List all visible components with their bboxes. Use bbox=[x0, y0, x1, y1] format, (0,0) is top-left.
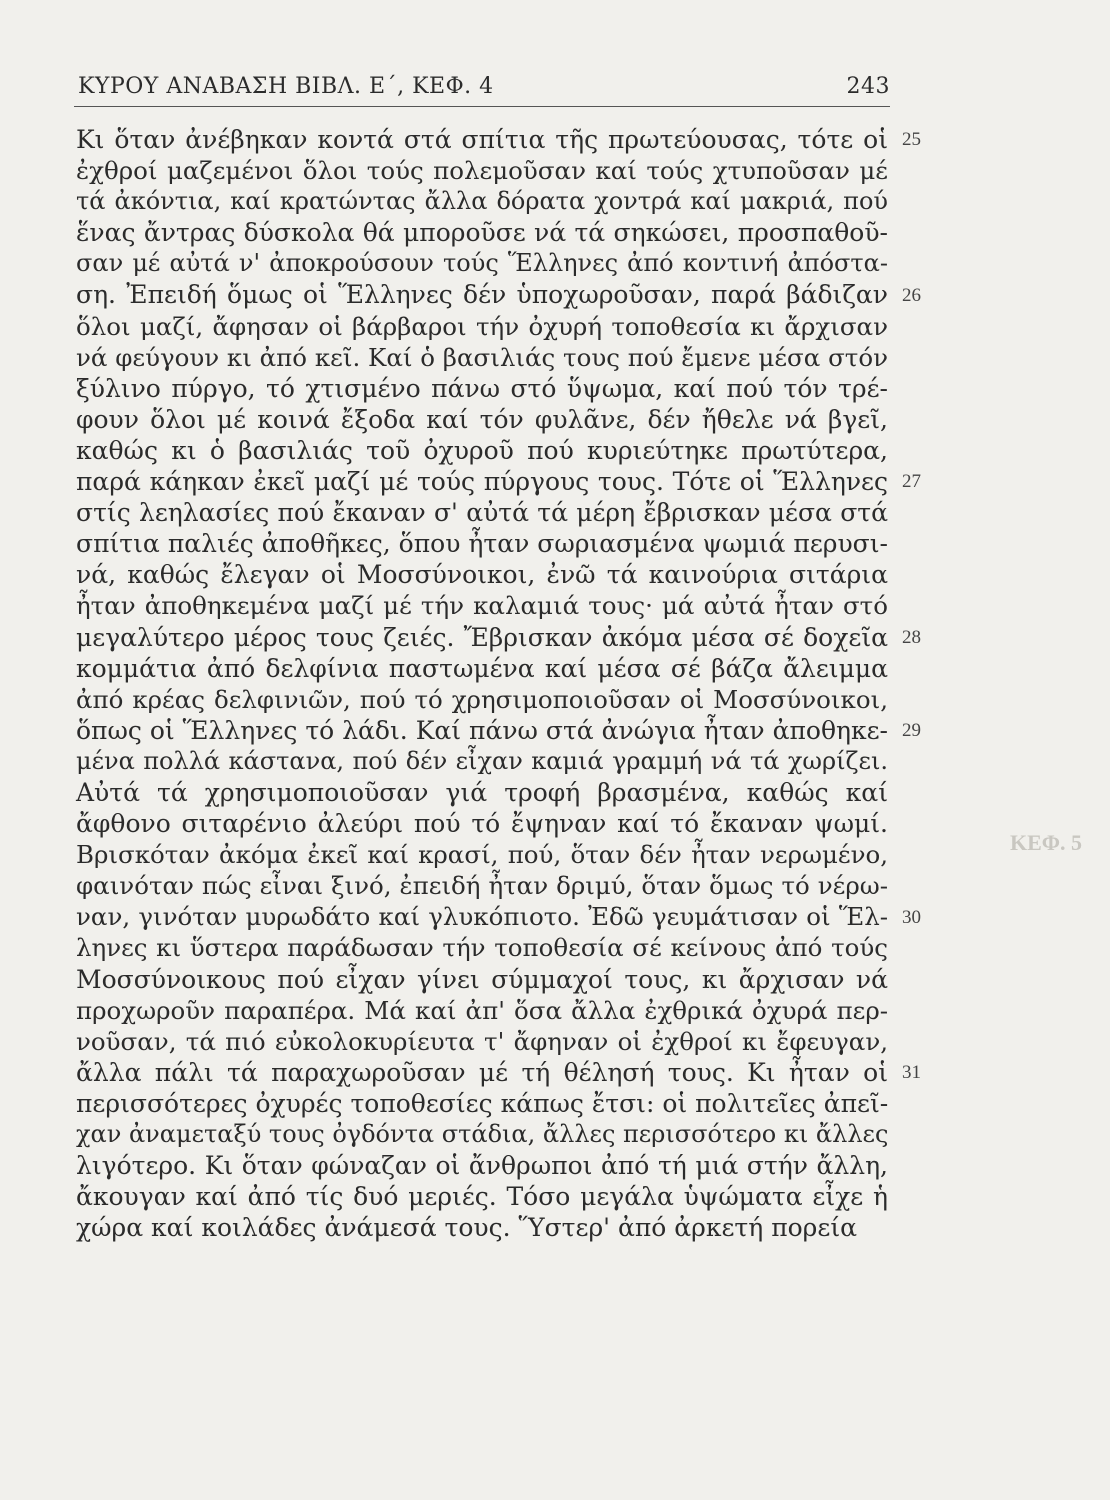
text-line: Αὐτά τά χρησιμοποιοῦσαν γιά τροφή βρασμένα, καθώς καί bbox=[76, 777, 888, 807]
running-header bbox=[74, 66, 890, 107]
section-number: 25 bbox=[902, 129, 921, 150]
text-line: χώρα καί κοιλάδες ἀνάμεσά τους. Ὕστερ' ἀπό ἀρκετή πορεία bbox=[76, 1213, 858, 1243]
text-line: χαν ἀναμεταξύ τους ὀγδόντα στάδια, ἄλλες περισσότερο κι ἄλλες bbox=[76, 1120, 889, 1148]
section-number: 28 bbox=[902, 626, 921, 648]
text-line: νά, καθώς ἔλεγαν οἱ Μοσσύνοικοι, ἐνῶ τά καινούρια σιτάρια bbox=[76, 560, 888, 590]
text-line: ἄφθονο σιταρένιο ἀλεύρι πού τό ἔψηναν καί τό ἔκαναν ψωμί. bbox=[76, 809, 888, 839]
text-line: ὅλοι μαζί, ἄφησαν οἱ βάρβαροι τήν ὀχυρή τοποθεσία κι ἄρχισαν bbox=[76, 311, 888, 341]
section-number: 29 bbox=[902, 719, 921, 741]
text-line: στίς λεηλασίες πού ἔκαναν σ' αὐτά τά μέρη ἔβρισκαν μέσα στά bbox=[76, 498, 888, 528]
bleed-through-chapter-label: ΚΕΦ. 5 bbox=[1010, 830, 1083, 855]
text-line: τά ἀκόντια, καί κρατώντας ἄλλα δόρατα χοντρά καί μακριά, πού bbox=[76, 187, 888, 216]
text-line: Βρισκόταν ἀκόμα ἐκεῖ καί κρασί, πού, ὅταν δέν ἦταν νερωμένο, bbox=[76, 840, 888, 870]
text-line: ἕνας ἄντρας δύσκολα θά μποροῦσε νά τά σηκώσει, προσπαθοῦ- bbox=[76, 218, 888, 248]
text-line: ἀπό κρέας δελφινιῶν, πού τό χρησιμοποιοῦσαν οἱ Μοσσύνοικοι, bbox=[76, 684, 888, 714]
text-line: ναν, γινόταν μυρωδάτο καί γλυκόπιοτο. Ἐδῶ γευμάτισαν οἱ Ἕλ- bbox=[76, 902, 888, 932]
section-number: 26 bbox=[902, 284, 921, 306]
text-line: μένα πολλά κάστανα, πού δέν εἶχαν καμιά γραμμή νά τά χωρίζει. bbox=[76, 746, 888, 775]
text-line: σαν μέ αὐτά ν' ἀποκρούσουν τούς Ἕλληνες ἀπό κοντινή ἀπόστα- bbox=[76, 249, 888, 278]
text-line: φουν ὅλοι μέ κοινά ἔξοδα καί τόν φυλᾶνε, δέν ἤθελε νά βγεῖ, bbox=[76, 404, 888, 434]
text-line: νά φεύγουν κι ἀπό κεῖ. Καί ὁ βασιλιάς τους πού ἔμενε μέσα στόν bbox=[76, 342, 888, 372]
text-line: σπίτια παλιές ἀποθῆκες, ὅπου ἦταν σωριασμένα ψωμιά περυσι- bbox=[76, 529, 888, 559]
text-line: προχωροῦν παραπέρα. Μά καί ἀπ' ὅσα ἄλλα ἐχθρικά ὀχυρά περ- bbox=[76, 995, 888, 1025]
section-number: 27 bbox=[902, 471, 921, 493]
text-line: νοῦσαν, τά πιό εὐκολοκυρίευτα τ' ἄφηναν οἱ ἐχθροί κι ἔφευγαν, bbox=[76, 1026, 888, 1056]
text-line: κομμάτια ἀπό δελφίνια παστωμένα καί μέσα σέ βάζα ἄλειμμα bbox=[76, 653, 888, 683]
text-line: ὅπως οἱ Ἕλληνες τό λάδι. Καί πάνω στά ἀνώγια ἦταν ἀποθηκε- bbox=[76, 715, 888, 745]
text-line: παρά κάηκαν ἐκεῖ μαζί μέ τούς πύργους τους. Τότε οἱ Ἕλληνες bbox=[76, 467, 888, 497]
text-line: καθώς κι ὁ βασιλιάς τοῦ ὀχυροῦ πού κυριεύτηκε πρωτύτερα, bbox=[76, 435, 888, 465]
text-line: φαινόταν πώς εἶναι ξινό, ἐπειδή ἦταν δριμύ, ὅταν ὅμως τό νέρω- bbox=[76, 871, 888, 901]
text-line: ξύλινο πύργο, τό χτισμένο πάνω στό ὕψωμα, καί πού τόν τρέ- bbox=[76, 373, 888, 403]
section-number: 30 bbox=[902, 906, 921, 928]
text-line: ση. Ἐπειδή ὅμως οἱ Ἕλληνες δέν ὑποχωροῦσαν, παρά βάδιζαν bbox=[76, 280, 888, 310]
text-line: ἄλλα πάλι τά παραχωροῦσαν μέ τή θέλησή τους. Κι ἦταν οἱ bbox=[76, 1057, 888, 1087]
page-number: 243 bbox=[846, 74, 890, 99]
text-line: Μοσσύνοικους πού εἶχαν γίνει σύμμαχοί τους, κι ἄρχισαν νά bbox=[76, 964, 888, 994]
text-line: ἐχθροί μαζεμένοι ὅλοι τούς πολεμοῦσαν καί τούς χτυποῦσαν μέ bbox=[76, 156, 888, 186]
text-line: ἦταν ἀποθηκεμένα μαζί μέ τήν καλαμιά τους· μά αὐτά ἦταν στό bbox=[76, 591, 888, 621]
text-line: ἄκουγαν καί ἀπό τίς δυό μεριές. Τόσο μεγάλα ὑψώματα εἶχε ἡ bbox=[76, 1182, 888, 1212]
text-line: ληνες κι ὕστερα παράδωσαν τήν τοποθεσία σέ κείνους ἀπό τούς bbox=[76, 933, 888, 963]
text-line: Κι ὅταν ἀνέβηκαν κοντά στά σπίτια τῆς πρωτεύουσας, τότε οἱ bbox=[76, 125, 888, 154]
section-number: 31 bbox=[902, 1062, 921, 1083]
body-text bbox=[76, 124, 888, 1243]
text-line: περισσότερες ὀχυρές τοποθεσίες κάπως ἔτσι: οἱ πολιτεῖες ἀπεῖ- bbox=[76, 1088, 889, 1118]
header-title: ΚΥΡΟΥ ΑΝΑΒΑΣΗ ΒΙΒΛ. Ε΄, ΚΕΦ. 4 bbox=[78, 74, 494, 99]
text-line: μεγαλύτερο μέρος τους ζειές. Ἔβρισκαν ἀκόμα μέσα σέ δοχεῖα bbox=[76, 622, 888, 652]
text-line: λιγότερο. Κι ὅταν φώναζαν οἱ ἄνθρωποι ἀπό τή μιά στήν ἄλλη, bbox=[76, 1151, 888, 1181]
